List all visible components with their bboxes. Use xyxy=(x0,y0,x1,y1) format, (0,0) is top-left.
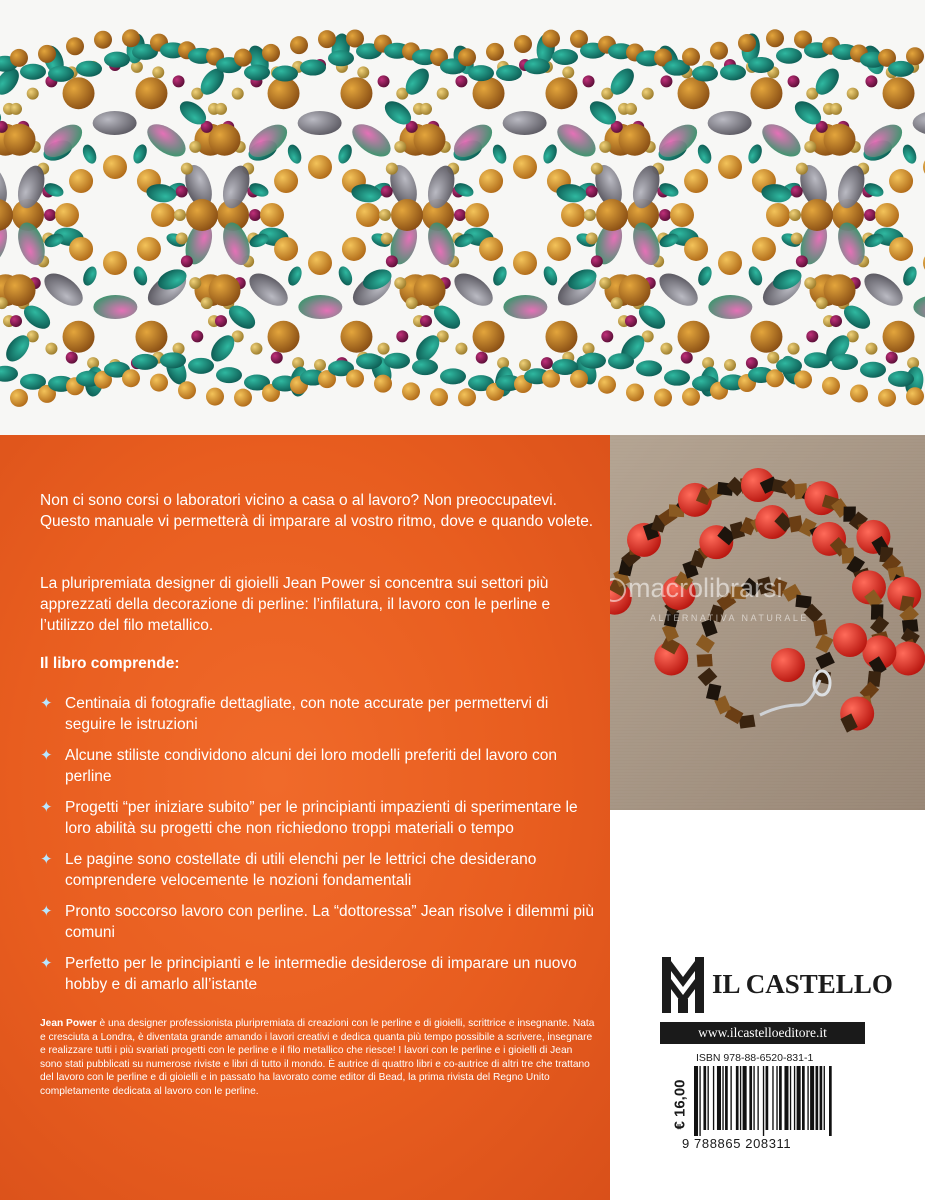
includes-heading: Il libro comprende: xyxy=(40,655,180,672)
castle-logo-icon xyxy=(660,955,706,1015)
feature-text: Centinaia di fotografie dettagliate, con note accurate per permettervi di seguire le istruzioni xyxy=(65,695,549,733)
author-name: Jean Power xyxy=(40,1018,97,1029)
star-bullet-icon: ✦ xyxy=(40,903,53,920)
bracelet-illustration xyxy=(0,0,925,435)
intro-paragraph-1: Non ci sono corsi o laboratori vicino a casa o al lavoro? Non preoccupatevi. Questo manuale vi permetterà di imparare al vostro ritmo, dove e quando volete. xyxy=(40,492,594,530)
feature-text: Pronto soccorso lavoro con perline. La “dottoressa” Jean risolve i dilemmi più comuni xyxy=(65,903,594,941)
feature-item xyxy=(40,901,595,953)
necklace-illustration xyxy=(610,435,925,810)
feature-text: Perfetto per le principianti e le intermedie desiderose di imparare un nuovo hobby e di amarlo all’istante xyxy=(65,955,577,993)
description-panel xyxy=(0,435,610,1200)
barcode-icon xyxy=(694,1066,862,1136)
publisher-website: www.ilcastelloeditore.it xyxy=(660,1022,865,1044)
barcode-digits: 9 788865 208311 xyxy=(682,1136,792,1151)
author-bio xyxy=(40,1017,595,1099)
star-bullet-icon: ✦ xyxy=(40,695,53,712)
star-bullet-icon: ✦ xyxy=(40,747,53,764)
bracelet-photo xyxy=(0,0,925,435)
feature-text: Alcune stiliste condividono alcuni dei loro modelli preferiti del lavoro con perline xyxy=(65,747,557,785)
barcode-block xyxy=(662,1050,867,1153)
feature-item xyxy=(40,953,595,1005)
price-label: € 16,00 xyxy=(671,1079,689,1130)
intro-paragraph-2: La pluripremiata designer di gioielli Jean Power si concentra sui settori più apprezzati della decorazione di perline: l’infilatura, il lavoro con le perline e l’utilizzo del filo metallico. xyxy=(40,575,551,634)
feature-text: Progetti “per iniziare subito” per le principianti impazienti di sperimentare le loro abilità su progetti che non richiedono troppi materiali o tempo xyxy=(65,799,578,837)
feature-item xyxy=(40,797,595,849)
feature-text: Le pagine sono costellate di utili elenchi per le lettrici che desiderano comprendere velocemente le nozioni fondamentali xyxy=(65,851,537,889)
isbn-text: ISBN 978-88-6520-831-1 xyxy=(696,1052,814,1064)
star-bullet-icon: ✦ xyxy=(40,851,53,868)
watermark-main-text: macrolibrarsi xyxy=(628,573,783,603)
author-bio-text: è una designer professionista pluripremiata di creazioni con le perline e di gioielli, scrittrice e insegnante. Nata e cresciuta a Londra, è diventata grande amando i lavori creativi e dedica quanta più tempo possibile a scrivere, insegnare e realizzare tutti i più svariati progetti con le perline e il filo metallico che riesce! I lavori con le perline e i gioielli di Jean sono stati pubblicati su numerose riviste e libri di tutto il mondo. È autrice di quattro libri e co-autrice di altri tre che trattano del lavoro con le perline e di gioielli e in passato ha lavorato come editor di Bead, la prima rivista del Regno Unito completamente dedicata al lavoro con le perline. xyxy=(40,1018,595,1097)
star-bullet-icon: ✦ xyxy=(40,799,53,816)
feature-item xyxy=(40,849,595,901)
necklace-photo xyxy=(610,435,925,810)
publisher-block xyxy=(660,955,893,1015)
publisher-name: IL CASTELLO xyxy=(712,969,893,999)
feature-item xyxy=(40,745,595,797)
feature-list xyxy=(40,693,595,1005)
star-bullet-icon: ✦ xyxy=(40,955,53,972)
feature-item xyxy=(40,693,595,745)
watermark-sub-text: ALTERNATIVA NATURALE xyxy=(650,613,809,623)
